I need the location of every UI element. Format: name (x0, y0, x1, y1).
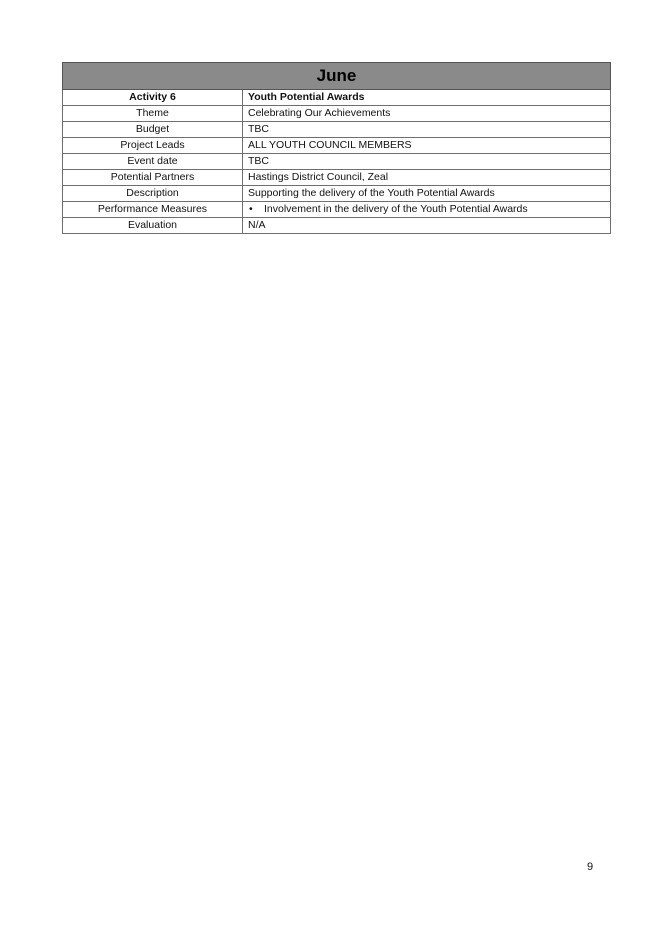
row-value: TBC (243, 122, 611, 138)
table-row-potential-partners (63, 170, 611, 186)
table-row-budget (63, 122, 611, 138)
page-number: 9 (586, 861, 594, 873)
row-label: Performance Measures (63, 202, 243, 218)
row-label: Theme (63, 106, 243, 122)
row-label: Description (63, 186, 243, 202)
row-value: Supporting the delivery of the Youth Potential Awards (243, 186, 611, 202)
row-label: Budget (63, 122, 243, 138)
activity-table (62, 62, 611, 234)
table-row-event-date (63, 154, 611, 170)
activity-number-label: Activity 6 (63, 90, 243, 106)
row-value: N/A (243, 218, 611, 234)
table-row-theme (63, 106, 611, 122)
row-label: Potential Partners (63, 170, 243, 186)
row-label: Evaluation (63, 218, 243, 234)
table-row-description (63, 186, 611, 202)
bullet-item-text: Involvement in the delivery of the Youth Potential Awards (264, 203, 528, 215)
bullet-icon: • (249, 203, 253, 215)
activity-name-value: Youth Potential Awards (243, 90, 611, 106)
month-header-row (63, 63, 611, 90)
row-value-list (243, 202, 611, 218)
table-row-evaluation (63, 218, 611, 234)
row-value: Hastings District Council, Zeal (243, 170, 611, 186)
activity-header-row (63, 90, 611, 106)
row-label: Event date (63, 154, 243, 170)
row-label: Project Leads (63, 138, 243, 154)
table-row-project-leads (63, 138, 611, 154)
table-row-performance-measures (63, 202, 611, 218)
row-value: ALL YOUTH COUNCIL MEMBERS (243, 138, 611, 154)
row-value: Celebrating Our Achievements (243, 106, 611, 122)
month-title: June (63, 63, 611, 90)
row-value: TBC (243, 154, 611, 170)
